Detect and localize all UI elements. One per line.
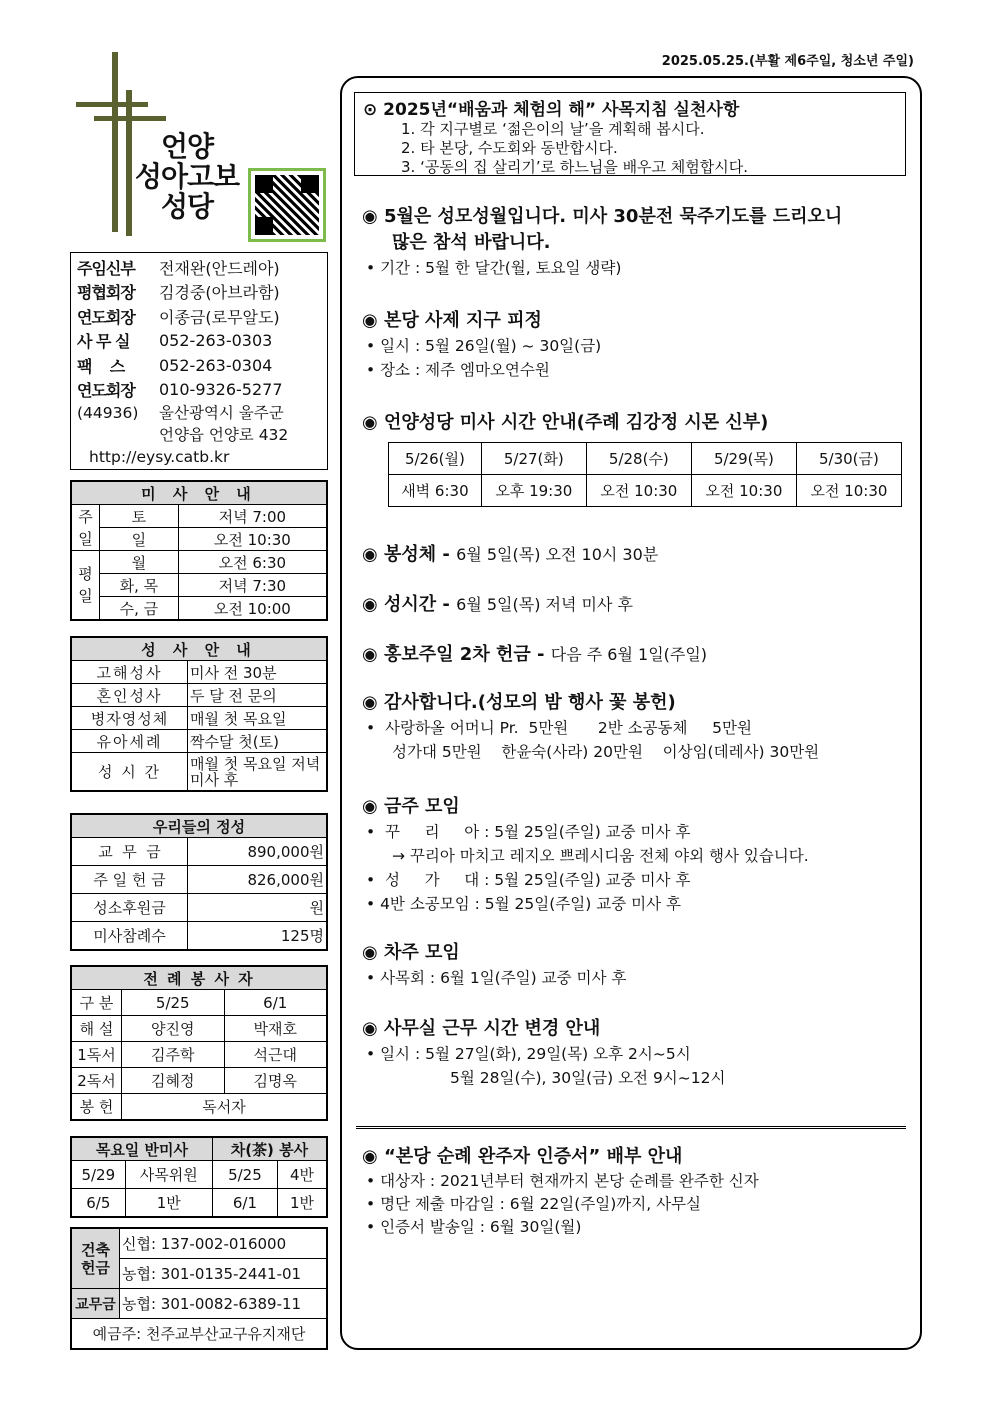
address: (44936) 울산광역시 울주군 언양읍 언양로 432 http://eysy.catb.kr <box>77 402 321 468</box>
pastoral-guideline: ⊙ 2025년“배움과 체험의 해” 사목지침 실천사항 1. 각 지구별로 ‘젊은이의 날’을 계획해 봅시다. 2. 타 본당, 수도회와 동반합시다. 3. ‘공동의 집 살리기’로 하느님을 배우고 체험합시다. <box>354 92 906 176</box>
section-collection: ◉ 홍보주일 2차 헌금 - 다음 주 6월 1일(주일) <box>362 644 708 665</box>
section-pilgrimage-certificate: ◉ “본당 순례 완주자 인증서” 배부 안내 • 대상자 : 2021년부터 현재까지 본당 순례를 완주한 신자 • 명단 제출 마감일 : 6월 22일(주일)까지, 사무실 • 인증서 발송일 : 6월 30일(월) <box>362 1146 759 1236</box>
bulletin-date: 2025.05.25.(부활 제6주일, 청소년 주일) <box>661 54 914 69</box>
offering-table: 우리들의 정성 교 무 금 890,000원 주 일 헌 금 826,000원 성소후원금 원 미사참례수 125명 <box>70 813 328 951</box>
info-row: 주임신부 전재완(안드레아) <box>77 258 280 278</box>
section-communion: ◉ 봉성체 - 6월 5일(목) 오전 10시 30분 <box>362 544 659 565</box>
info-row: 연도회장 이종금(로무알도) <box>77 307 280 327</box>
bank-accounts: 건축 헌금 신협: 137-002-016000 농협: 301-0135-2441-01 교무금 농협: 301-0082-6389-11 예금주: 천주교부산교구유지재단 <box>70 1227 328 1350</box>
section-office-hours: ◉ 사무실 근무 시간 변경 안내 • 일시 : 5월 27일(화), 29일(목) 오후 2시~5시 5월 28일(수), 30일(금) 오전 9시~12시 <box>362 1018 726 1087</box>
parish-info <box>70 252 328 470</box>
info-row: 연도회장 010-9326-5277 <box>77 380 283 401</box>
info-row: 평협회장 김경중(아브라함) <box>77 283 280 303</box>
section-this-week: ◉ 금주 모임 • 꾸 리 아 : 5월 25일(주일) 교중 미사 후 → 꾸리아 마치고 레지오 쁘레시디움 전체 야외 행사 있습니다. • 성 가 대 : 5월 25일(주일) 교중 미사 후 • 4반 소공모임 : 5월 25일(주일) 교중 미사 후 <box>362 796 809 913</box>
church-logo <box>72 52 332 242</box>
cross-icon <box>112 52 118 232</box>
section-holy-hour: ◉ 성시간 - 6월 5일(목) 저녁 미사 후 <box>362 594 633 615</box>
church-name: 언양 성아고보 성당 <box>134 130 240 223</box>
divider <box>356 1126 906 1129</box>
info-row: 팩 스 052-263-0304 <box>77 355 273 376</box>
qr-code-icon[interactable] <box>248 168 326 242</box>
section-retreat: ◉ 본당 사제 지구 피정 • 일시 : 5월 26일(월) ~ 30일(금) • 장소 : 제주 엠마오연수원 <box>362 310 602 379</box>
section-next-week: ◉ 차주 모임 • 사목회 : 6월 1일(주일) 교중 미사 후 <box>362 942 627 987</box>
section-mass-times: ◉ 언양성당 미사 시간 안내(주례 김강정 시몬 신부) 5/26(월) 5/27(화) 5/28(수) 5/29(목) 5/30(금) 새벽 6:30 오후 19:30 오전 10:30 오전 10:30 오전 10:30 <box>362 410 914 507</box>
section-may: ◉ 5월은 성모성월입니다. 미사 30분전 묵주기도를 드리오니 많은 참석 바랍니다. • 기간 : 5월 한 달간(월, 토요일 생략) <box>362 206 843 277</box>
website-link[interactable]: http://eysy.catb.kr <box>89 448 230 466</box>
liturgy-servers: 전 례 봉 사 자 구 분 5/25 6/1 해 설 양진영 박재호 1독서 김주학 석근대 2독서 김혜정 김명옥 봉 헌 독서자 <box>70 965 328 1121</box>
mass-schedule: 미 사 안 내 주 일 토 저녁 7:00 일 오전 10:30 평 일 월 오전 6:30 화, 목 저녁 7:30 수, 금 오전 10:00 <box>70 480 328 621</box>
info-row: 사 무 실 052-263-0303 <box>77 331 273 352</box>
mass-title: 미 사 안 내 <box>72 482 327 505</box>
service-table: 목요일 반미사 차(茶) 봉사 5/29 사목위원 5/25 4반 6/5 1반 6/1 1반 <box>70 1136 328 1218</box>
section-thanks: ◉ 감사합니다.(성모의 밤 행사 꽃 봉헌) • 사랑하올 어머니 Pr. 5만원 2반 소공동체 5만원 성가대 5만원 한윤숙(사라) 20만원 이상임(데레사) 30만원 <box>362 692 820 761</box>
sacrament-info: 성 사 안 내 고해성사 미사 전 30분 혼인성사 두 달 전 문의 병자영성체 매월 첫 목요일 유아세례 짝수달 첫(토) 성 시 간 매월 첫 목요일 저녁미사 후 <box>70 636 328 792</box>
